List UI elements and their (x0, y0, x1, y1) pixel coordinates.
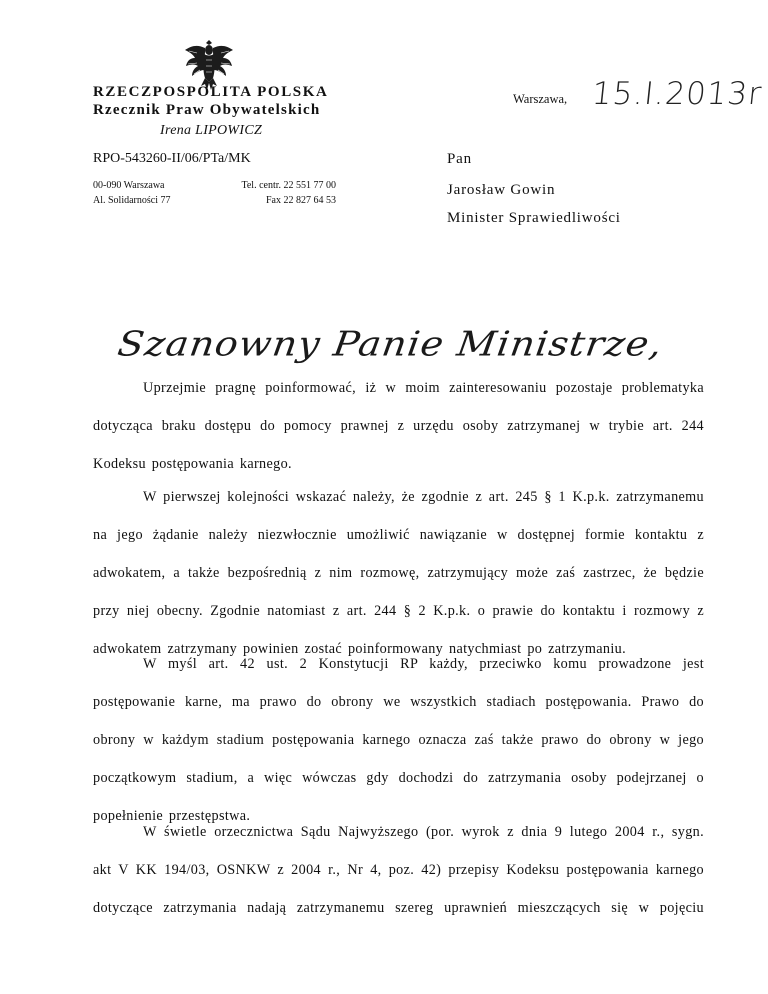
institution-country: RZECZPOSPOLITA POLSKA (93, 84, 329, 100)
body-line: W myśl art. 42 ust. 2 Konstytucji RP każdy, przeciwko komu prowadzone jest (143, 656, 704, 672)
body-line: dotyczące zatrzymania nadają zatrzymanemu szereg uprawnień mieszczących się w pojęciu (93, 900, 704, 916)
reference-number: RPO-543260-II/06/PTa/MK (93, 151, 251, 166)
body-line: dotycząca braku dostępu do pomocy prawnej z urzędu osoby zatrzymanej w trybie art. 244 (93, 418, 704, 434)
body-paragraph (93, 369, 704, 483)
recipient-salutation: Pan (447, 151, 472, 167)
sender-address (93, 178, 171, 208)
body-line: Kodeksu postępowania karnego. (93, 456, 292, 472)
body-line: W pierwszej kolejności wskazać należy, że zgodnie z art. 245 § 1 K.p.k. zatrzymanemu (143, 489, 704, 505)
body-line: postępowanie karne, ma prawo do obrony we wszystkich stadiach postępowania. Prawo do (93, 694, 704, 710)
contact-info (214, 178, 336, 208)
body-line: początkowym stadium, a więc wówczas gdy dochodzi do zatrzymania osoby podejrzanej o (93, 770, 704, 786)
body-line: adwokatem zatrzymany powinien zostać poinformowany natychmiast po zatrzymaniu. (93, 641, 626, 657)
recipient-title: Minister Sprawiedliwości (447, 210, 621, 226)
recipient-name: Jarosław Gowin (447, 182, 556, 198)
body-line: akt V KK 194/03, OSNKW z 2004 r., Nr 4, poz. 42) przepisy Kodeksu postępowania karnego (93, 862, 704, 878)
phone-number: Tel. centr. 22 551 77 00 (241, 180, 336, 191)
body-line: Uprzejmie pragnę poinformować, iż w moim zainteresowaniu pozostaje problematyka (143, 380, 704, 396)
body-paragraph (93, 645, 704, 835)
body-line: W świetle orzecznictwa Sądu Najwyższego (por. wyrok z dnia 9 lutego 2004 r., sygn. (143, 824, 704, 840)
address-line: 00-090 Warszawa (93, 180, 165, 191)
handwritten-greeting: Szanowny Panie Ministrze, (115, 324, 666, 364)
sender-name: Irena LIPOWICZ (160, 123, 263, 138)
body-line: na jego żądanie należy niezwłocznie umożliwić nawiązanie w dostępnej formie kontaktu z (93, 527, 704, 543)
body-paragraph (93, 813, 704, 927)
body-line: adwokatem, a także bezpośrednią z nim rozmowę, zatrzymujący może zaś zastrzec, że będzie (93, 565, 704, 581)
body-line: popełnienie przestępstwa. (93, 808, 251, 824)
place-label: Warszawa, (513, 92, 568, 106)
fax-number: Fax 22 827 64 53 (266, 195, 336, 206)
body-line: obrony w każdym stadium postępowania karnego oznacza zaś także prawo do obrony w jego (93, 732, 704, 748)
address-line: Al. Solidarności 77 (93, 195, 171, 206)
handwritten-date: 15.I.2013r (590, 76, 764, 112)
institution-name: Rzecznik Praw Obywatelskich (93, 102, 321, 118)
body-line: przy niej obecny. Zgodnie natomiast z art. 244 § 2 K.p.k. o prawie do kontaktu i rozmowy z (93, 603, 704, 619)
body-paragraph (93, 478, 704, 668)
